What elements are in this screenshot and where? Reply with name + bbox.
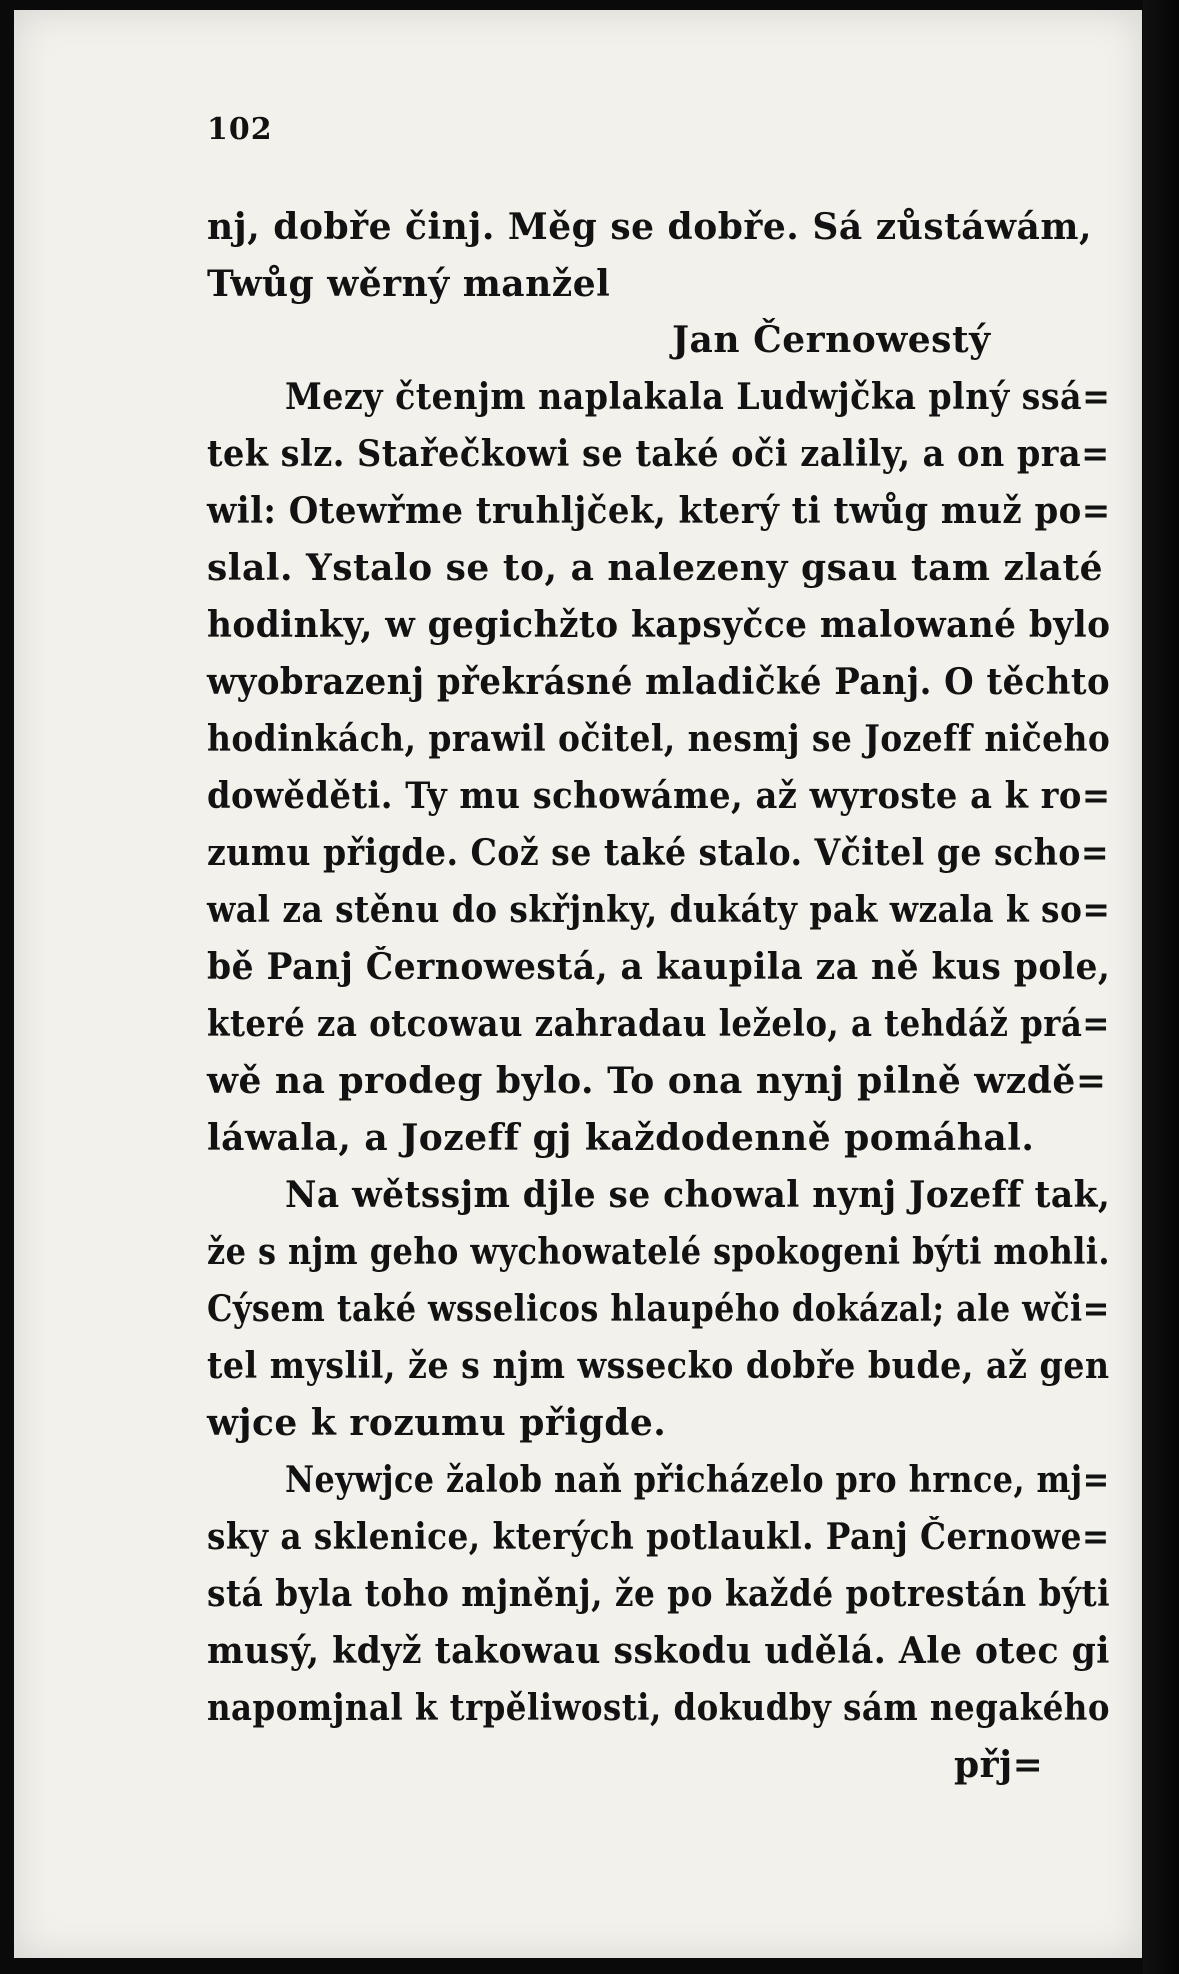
text-line: tel myslil, že s njm wssecko dobře bude, až gen [207, 1345, 1110, 1387]
text-line: láwala, a Jozeff gj každodenně pomáhal. [207, 1117, 1035, 1159]
text-line: napomjnal k trpěliwosti, dokudby sám negakého [207, 1687, 1110, 1729]
text-line: musý, když takowau sskodu udělá. Ale otec gi [207, 1630, 1110, 1672]
text-line: wyobrazenj překrásné mladičké Panj. O těchto [207, 661, 1111, 703]
signature-line: Jan Černowestý [672, 319, 991, 361]
text-line: Neywjce žalob naň přicházelo pro hrnce, mj= [285, 1459, 1110, 1501]
text-line: které za otcowau zahradau leželo, a tehdáž prá= [207, 1003, 1110, 1045]
text-line: Cýsem také wsselicos hlaupého dokázal; ale wči= [207, 1288, 1110, 1330]
text-line: Twůg wěrný manžel [207, 263, 611, 305]
text-line: hodinkách, prawil očitel, nesmj se Jozeff ničeho [207, 718, 1111, 760]
text-line: dowěděti. Ty mu schowáme, až wyroste a k ro= [207, 775, 1111, 817]
text-line: že s njm geho wychowatelé spokogeni býti mohli. [207, 1231, 1110, 1273]
catchword: přj= [954, 1744, 1044, 1786]
text-line: Na wětssjm djle se chowal nynj Jozeff tak, [285, 1174, 1111, 1216]
text-line: wal za stěnu do skřjnky, dukáty pak wzala k so= [207, 889, 1111, 931]
text-line: tek slz. Stařečkowi se také oči zalily, a on pra= [207, 433, 1110, 475]
text-line: Mezy čtenjm naplakala Ludwjčka plný ssá= [285, 376, 1111, 418]
text-line: wě na prodeg bylo. To ona nynj pilně wzdě= [207, 1060, 1107, 1102]
text-line: wjce k rozumu přigde. [207, 1402, 667, 1444]
text-line: wil: Otewřme truhljček, který ti twůg muž po= [207, 490, 1111, 532]
text-line: stá byla toho mjněnj, že po každé potrestán býti [207, 1573, 1111, 1615]
text-line: slal. Ystalo se to, a nalezeny gsau tam zlaté [207, 547, 1104, 589]
text-line: hodinky, w gegichžto kapsyčce malowané bylo [207, 604, 1111, 646]
text-line: nj, dobře činj. Měg se dobře. Sá zůstáwám, [207, 206, 1092, 248]
text-line: sky a sklenice, kterých potlaukl. Panj Černowe= [207, 1516, 1110, 1558]
text-line: zumu přigde. Což se také stalo. Včitel ge scho= [207, 832, 1110, 874]
page-number: 102 [207, 112, 273, 147]
text-line: bě Panj Černowestá, a kaupila za ně kus pole, [207, 946, 1111, 988]
